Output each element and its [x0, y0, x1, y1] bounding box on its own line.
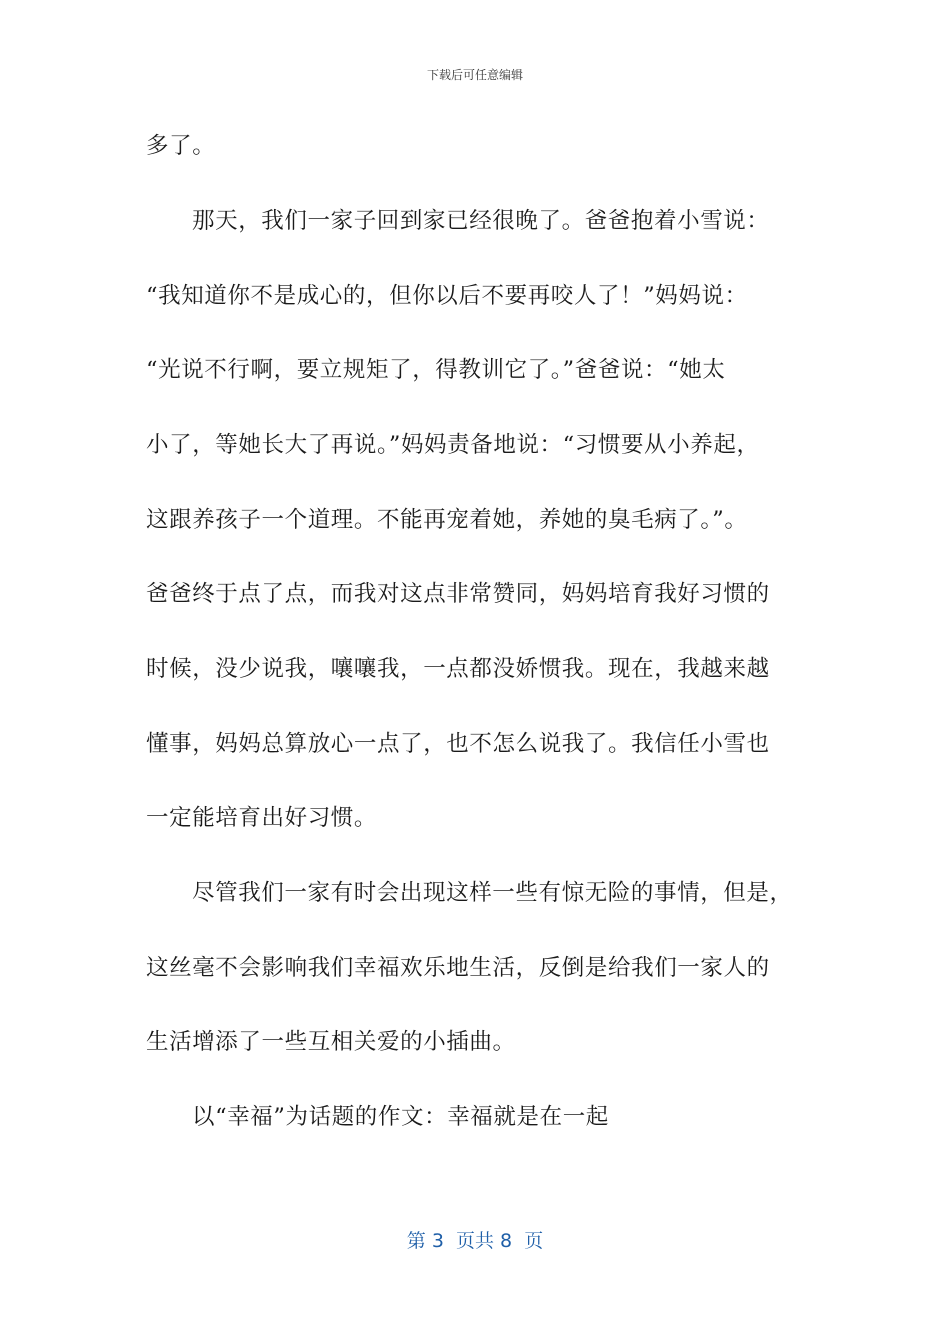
text-line: 生活增添了一些互相关爱的小插曲。 — [146, 1029, 516, 1055]
text-line: 小了，等她长大了再说。”妈妈责备地说：“习惯要从小养起， — [146, 432, 760, 458]
text-line: 一定能培育出好习惯。 — [146, 805, 378, 831]
essay-title-line: 以“幸福”为话题的作文：幸福就是在一起 — [192, 1104, 609, 1130]
paragraph-line: 尽管我们一家有时会出现这样一些有惊无险的事情，但是， — [192, 880, 793, 906]
text-line: 这跟养孩子一个道理。不能再宠着她，养她的臭毛病了。”。 — [146, 507, 748, 533]
paragraph-line: 那天，我们一家子回到家已经很晚了。爸爸抱着小雪说： — [192, 208, 770, 234]
text-line: 时候，没少说我，嚷嚷我，一点都没娇惯我。现在，我越来越 — [146, 656, 770, 682]
text-line: 懂事，妈妈总算放心一点了，也不怎么说我了。我信任小雪也 — [146, 731, 770, 757]
text-line: 这丝毫不会影响我们幸福欢乐地生活，反倒是给我们一家人的 — [146, 955, 770, 981]
page-header: 下载后可任意编辑 — [426, 68, 523, 82]
text-line: 多了。 — [146, 133, 216, 159]
text-line: “光说不行啊，要立规矩了，得教训它了。”爸爸说：“她太 — [146, 357, 726, 383]
text-line: 爸爸终于点了点，而我对这点非常赞同，妈妈培育我好习惯的 — [146, 581, 770, 607]
text-line: “我知道你不是成心的，但你以后不要再咬人了！”妈妈说： — [146, 283, 748, 309]
page-number-footer: 第 3 页共 8 页 — [406, 1230, 544, 1252]
